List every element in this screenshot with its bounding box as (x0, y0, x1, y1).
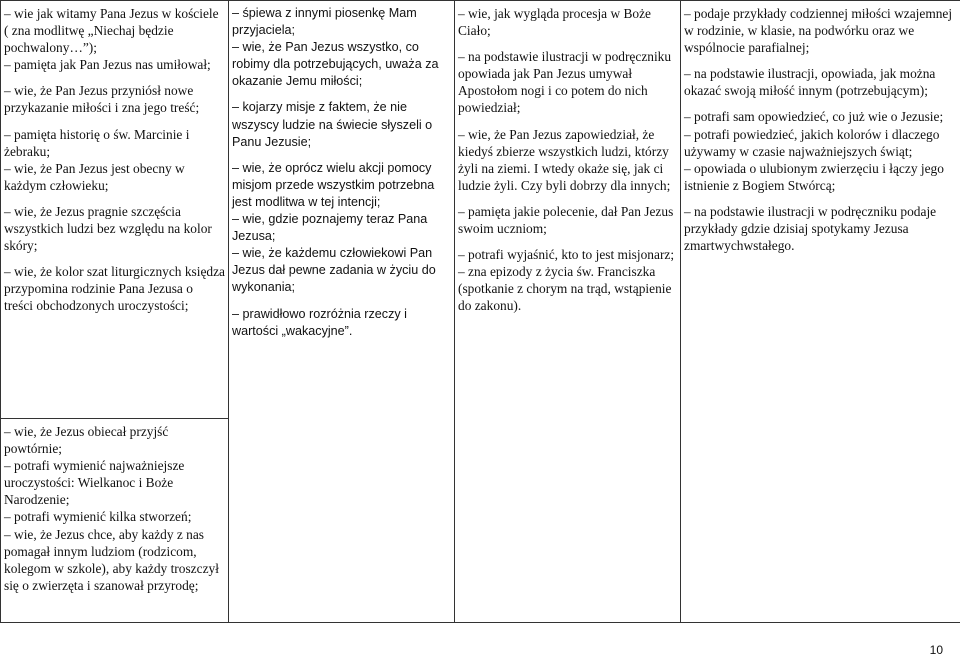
list-item: – potrafi wymienić kilka stworzeń; (4, 509, 192, 525)
list-item: – opowiada o ulubionym zwierzęciu i łączy jego istnienie z Bogiem Stwórcą; (684, 160, 944, 193)
list-item: – na podstawie ilustracji w podręczniku podaje przykłady gdzie dzisiaj spotykamy Jezusa zmartwychwstałego. (684, 203, 937, 254)
list-item: – wie, że Jezus pragnie szczęścia wszystkich ludzi bez względu na kolor skóry; (4, 203, 212, 254)
list-item: – wie, że kolor szat liturgicznych księdza przypomina rodzinie Pana Jezusa o treści obchodzonych uroczystości; (4, 264, 225, 314)
table-cell-col2 (229, 1, 455, 623)
table-cell-col3 (455, 1, 681, 623)
list-item: – potrafi powiedzieć, jakich kolorów i dlaczego używamy w czasie najważniejszych świąt; (684, 126, 940, 159)
list-item: – pamięta jak Pan Jezus nas umiłował; (4, 57, 211, 73)
list-item: – na podstawie ilustracji w podręczniku opowiada jak Pan Jezus umywał Apostołom nogi i co potem do nich powiedział; (458, 49, 672, 116)
list-item: – wie, że oprócz wielu akcji pomocy misjom przede wszystkim potrzebna jest modlitwa w tej intencji; (232, 160, 435, 209)
list-item: – wie, że każdemu człowiekowi Pan Jezus dał pewne zadania w życiu do wykonania; (232, 246, 436, 295)
list-item: – pamięta historię o św. Marcinie i żebraku; (4, 126, 190, 159)
list-item: – potrafi wyjaśnić, kto to jest misjonarz; (458, 247, 675, 263)
list-item: – pamięta jakie polecenie, dał Pan Jezus swoim uczniom; (458, 203, 674, 237)
list-item: – na podstawie ilustracji, opowiada, jak można okazać swoją miłość innym (potrzebującym); (684, 66, 936, 99)
list-item: – potrafi sam opowiedzieć, co już wie o Jezusie; (684, 109, 944, 125)
list-item: – wie, że Pan Jezus wszystko, co robimy dla potrzebujących, uważa za okazanie Jemu miłości; (232, 40, 439, 89)
list-item: – wie jak witamy Pana Jezus w kościele ( zna modlitwę „Niechaj będzie pochwalony…”); (4, 6, 219, 56)
list-item: – potrafi wymienić najważniejsze uroczystości: Wielkanoc i Boże Narodzenie; (4, 458, 185, 508)
list-item: – wie, jak wygląda procesja w Boże Ciało; (458, 6, 651, 39)
table-cell-col1-row2 (1, 419, 229, 623)
list-item: – prawidłowo rozróżnia rzeczy i wartości „wakacyjne”. (232, 306, 407, 338)
list-item: – wie, że Pan Jezus przyniósł nowe przykazanie miłości i zna jego treść; (4, 83, 200, 116)
list-item: – kojarzy misje z faktem, że nie wszyscy ludzie na świecie słyszeli o Panu Jezusie; (232, 100, 433, 149)
list-item: – podaje przykłady codziennej miłości wzajemnej w rodzinie, w klasie, na podwórku oraz we wspólnocie parafialnej; (684, 6, 953, 56)
list-item: – zna epizody z życia św. Franciszka (spotkanie z chorym na trąd, wstąpienie do zakonu). (458, 264, 672, 314)
list-item: – wie, że Jezus obiecał przyjść powtórnie; (4, 424, 169, 457)
table-cell-col4 (681, 1, 960, 623)
list-item: – śpiewa z innymi piosenkę Mam przyjaciela; (232, 6, 417, 38)
list-item: – wie, że Pan Jezus zapowiedział, że kiedyś zbierze wszystkich ludzi, którzy żyli na ziemi. I wtedy okaże się, jak ci ludzie żyli. Czy byli dobrzy dla innych; (458, 126, 671, 193)
table-cell-col1 (1, 1, 229, 419)
table-row (1, 1, 960, 419)
list-item: – wie, gdzie poznajemy teraz Pana Jezusa; (232, 212, 428, 244)
page-number: 10 (929, 643, 943, 657)
list-item: – wie, że Jezus chce, aby każdy z nas pomagał innym ludziom (rodzicom, kolegom w szkole), aby każdy troszczył się o zwierzęta i szanował przyrodę; (4, 526, 219, 593)
list-item: – wie, że Pan Jezus jest obecny w każdym człowieku; (4, 160, 185, 193)
